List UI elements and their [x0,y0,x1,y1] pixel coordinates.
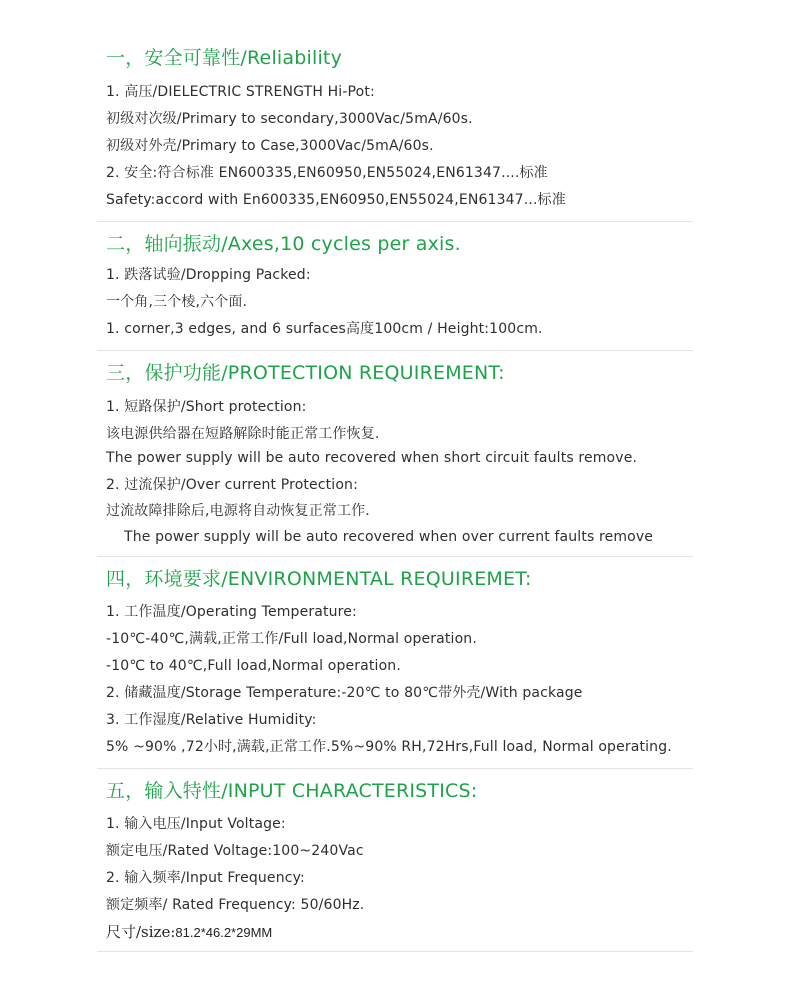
text-line: 该电源供给器在短路解除时能正常工作恢复. [106,426,380,442]
section-heading: 一，安全可靠性/Reliability [106,47,343,69]
text-line: 2. 输入频率/Input Frequency: [106,870,305,886]
section-protection-body [106,397,692,553]
text-line: 2. 过流保护/Over current Protection: [106,477,358,493]
size-line [106,922,692,943]
text-line: 额定频率/ Rated Frequency: 50/60Hz. [106,897,365,913]
text-line: 1. 短路保护/Short protection: [106,399,307,415]
text-line: 过流故障排除后,电源将自动恢复正常工作. [106,503,370,519]
section-divider [97,768,693,769]
section-divider [97,556,693,557]
text-line: 5% ~90% ,72小时,满载,正常工作.5%~90% RH,72Hrs,Full load, Normal operating. [106,739,672,755]
text-line: 初级对外壳/Primary to Case,3000Vac/5mA/60s. [106,138,434,154]
size-value: 81.2*46.2*29MM [175,925,273,940]
text-line: 2. 安全:符合标准 EN600335,EN60950,EN55024,EN61347....标准 [106,165,548,181]
section-heading: 二，轴向振动/Axes,10 cycles per axis. [106,233,461,255]
text-line: 1. 跌落试验/Dropping Packed: [106,267,311,283]
section-environmental [106,567,692,591]
section-reliability-body [106,82,692,217]
text-line: 1. 高压/DIELECTRIC STRENGTH Hi-Pot: [106,84,375,100]
text-line: 初级对次级/Primary to secondary,3000Vac/5mA/60s. [106,111,473,127]
text-line: 1. corner,3 edges, and 6 surfaces高度100cm / Height:100cm. [106,321,543,337]
section-protection [106,361,692,385]
text-line: 2. 储藏温度/Storage Temperature:-20℃ to 80℃带外壳/With package [106,685,583,701]
text-line: Safety:accord with En600335,EN60950,EN55024,EN61347...标准 [106,192,566,208]
text-line: 3. 工作湿度/Relative Humidity: [106,712,317,728]
section-divider [97,350,693,351]
text-line: 一个角,三个棱,六个面. [106,294,248,310]
section-heading: 五，输入特性/INPUT CHARACTERISTICS: [106,780,478,802]
section-divider [97,221,693,222]
text-line: -10℃ to 40℃,Full load,Normal operation. [106,658,401,674]
section-axes-body [106,265,692,346]
text-line: 1. 工作温度/Operating Temperature: [106,604,357,620]
text-line: The power supply will be auto recovered when over current faults remove [124,529,654,545]
section-heading: 四，环境要求/ENVIRONMENTAL REQUIREMET: [106,568,532,590]
section-environmental-body [106,602,692,764]
text-line: -10℃-40℃,满载,正常工作/Full load,Normal operation. [106,631,477,647]
text-line: 额定电压/Rated Voltage:100~240Vac [106,843,364,859]
section-reliability [106,46,692,70]
section-divider [97,951,693,952]
text-line: 1. 输入电压/Input Voltage: [106,816,286,832]
text-line: The power supply will be auto recovered when short circuit faults remove. [106,450,638,466]
section-input [106,779,692,803]
size-label: 尺寸/size: [106,923,176,941]
section-axes [106,232,692,256]
section-input-body [106,814,692,943]
section-heading: 三，保护功能/PROTECTION REQUIREMENT: [106,362,505,384]
